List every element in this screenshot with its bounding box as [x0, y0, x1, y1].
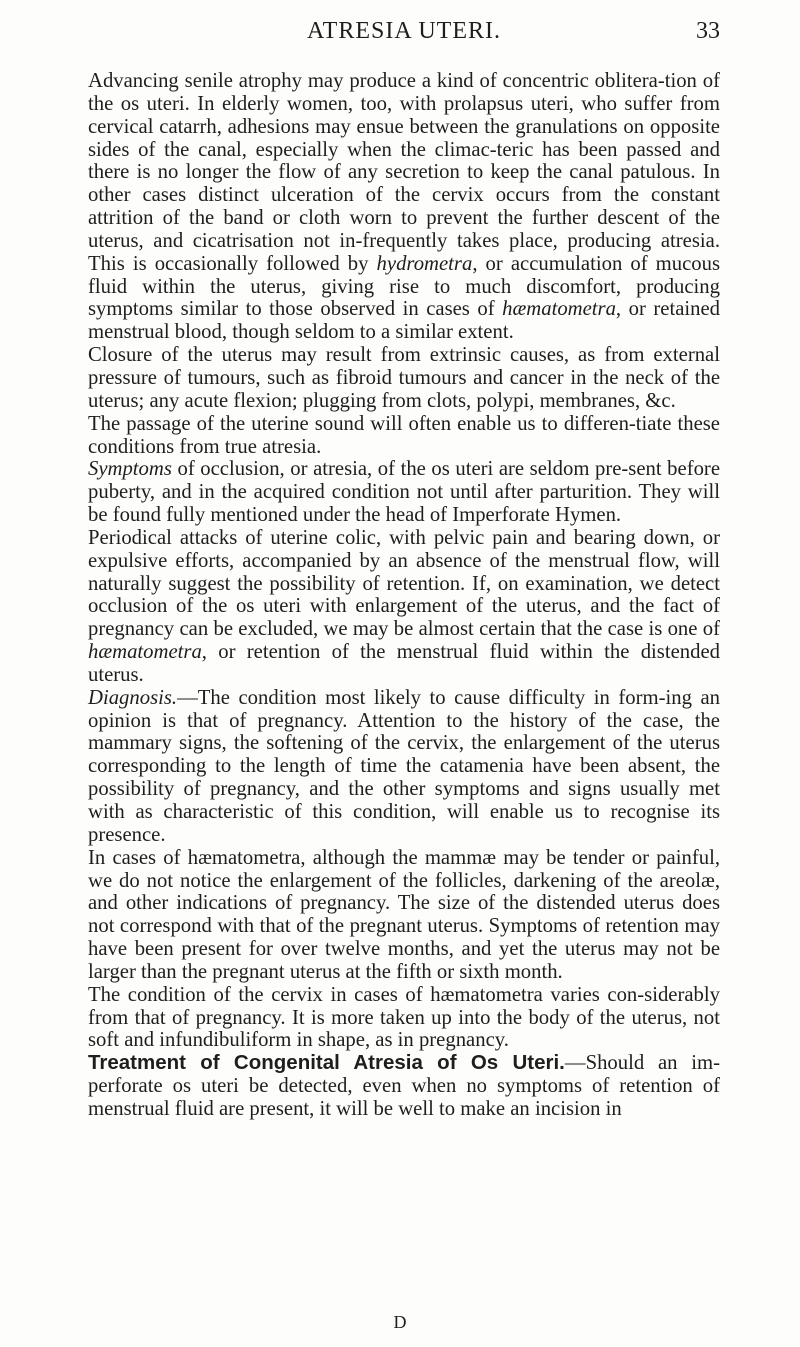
- paragraph-text: —Should an im-perforate os uteri be detected, even when no symptoms of retention of menstrual fluid are present, it will be well to make an incision in: [88, 1052, 720, 1120]
- paragraph-text: Periodical attacks of uterine colic, with pelvic pain and bearing down, or expulsive efforts, accompanied by an absence of the menstrual flow, will naturally suggest the possibility of retention. If, on examination, we detect occlusion of the os uteri with enlargement of the uterus, and the fact of pregnancy can be excluded, we may be almost certain that the case is one of: [88, 526, 720, 641]
- paragraph-text: Closure of the uterus may result from extrinsic causes, as from external pressure of tumours, such as fibroid tumours and cancer in the neck of the uterus; any acute flexion; plugging from clots, polypi, membranes, &c.: [88, 344, 720, 412]
- body-text: [88, 70, 720, 1121]
- treatment-heading: Treatment of Congenital Atresia of Os Uteri.: [88, 1051, 565, 1075]
- symptoms-lead: Symptoms: [88, 458, 172, 481]
- paragraph-treatment: [88, 1052, 720, 1121]
- running-title: ATRESIA UTERI.: [307, 18, 501, 44]
- paragraph-text: —The condition most likely to cause difficulty in form-ing an opinion is that of pregnancy. Attention to the history of the case, the mammary signs, the softening of the cervix, the enlargement of the uterus corresponding to the length of time the catamenia have been absent, the possibility of pregnancy, and the other symptoms and signs usually met with as characteristic of this condition, will enable us to recognise its presence.: [88, 686, 720, 846]
- diagnosis-lead: Diagnosis.: [88, 686, 178, 709]
- paragraph-haematometra-cases: [88, 847, 720, 984]
- term-haematometra: hæmatometra: [502, 298, 616, 321]
- paragraph-text: , or retained menstrual blood, though seldom to a similar extent.: [88, 298, 720, 344]
- paragraph-text: In cases of hæmatometra, although the mammæ may be tender or painful, we do not notice the enlargement of the follicles, darkening of the areolæ, and other indications of pregnancy. The size of the distended uterus does not correspond with that of the pregnant uterus. Symptoms of retention may have been present for over twelve months, and yet the uterus may not be larger than the pregnant uterus at the fifth or sixth month.: [88, 846, 720, 983]
- paragraph-text: Advancing senile atrophy may produce a kind of concentric oblitera-tion of the os uteri. In elderly women, too, with prolapsus uteri, who suffer from cervical catarrh, adhesions may ensue between the granulations on opposite sides of the canal, especially when the climac-teric has been passed and there is no longer the flow of any secretion to keep the canal patulous. In other cases distinct ulceration of the cervix occurs from the constant attrition of the band or cloth worn to prevent the further descent of the uterus, and cicatrisation not in-frequently takes place, producing atresia. This is occasionally followed by: [88, 70, 720, 275]
- paragraph-symptoms: [88, 458, 720, 527]
- term-hydrometra: hydrometra: [376, 252, 473, 275]
- page-number: 33: [696, 18, 720, 44]
- running-head: [88, 18, 720, 50]
- paragraph-text: of occlusion, or atresia, of the os uteri are seldom pre-sent before puberty, and in the acquired condition not until after parturition. They will be found fully mentioned under the head of Imperforate Hymen.: [88, 458, 721, 527]
- paragraph-text: , or accumulation of mucous fluid within the uterus, giving rise to much discomfort, producing symptoms similar to those observed in cases of: [88, 252, 721, 321]
- paragraph-text: The passage of the uterine sound will often enable us to differen-tiate these conditions from true atresia.: [88, 412, 720, 458]
- term-haematometra: hæmatometra: [88, 641, 202, 664]
- paragraph-text: , or retention of the menstrual fluid within the distended uterus.: [88, 641, 720, 686]
- paragraph-text: The condition of the cervix in cases of hæmatometra varies con-siderably from that of pregnancy. It is more taken up into the body of the uterus, not soft and infundibuliform in shape, as in pregnancy.: [88, 983, 720, 1052]
- paragraph-periodical-attacks: [88, 527, 720, 687]
- paragraph-cervix-condition: [88, 984, 720, 1053]
- paragraph-uterine-sound: [88, 413, 720, 459]
- signature-mark: D: [393, 1312, 407, 1332]
- paragraph-senile-atrophy: [88, 70, 720, 344]
- paragraph-diagnosis: [88, 687, 720, 847]
- paragraph-closure: [88, 344, 720, 413]
